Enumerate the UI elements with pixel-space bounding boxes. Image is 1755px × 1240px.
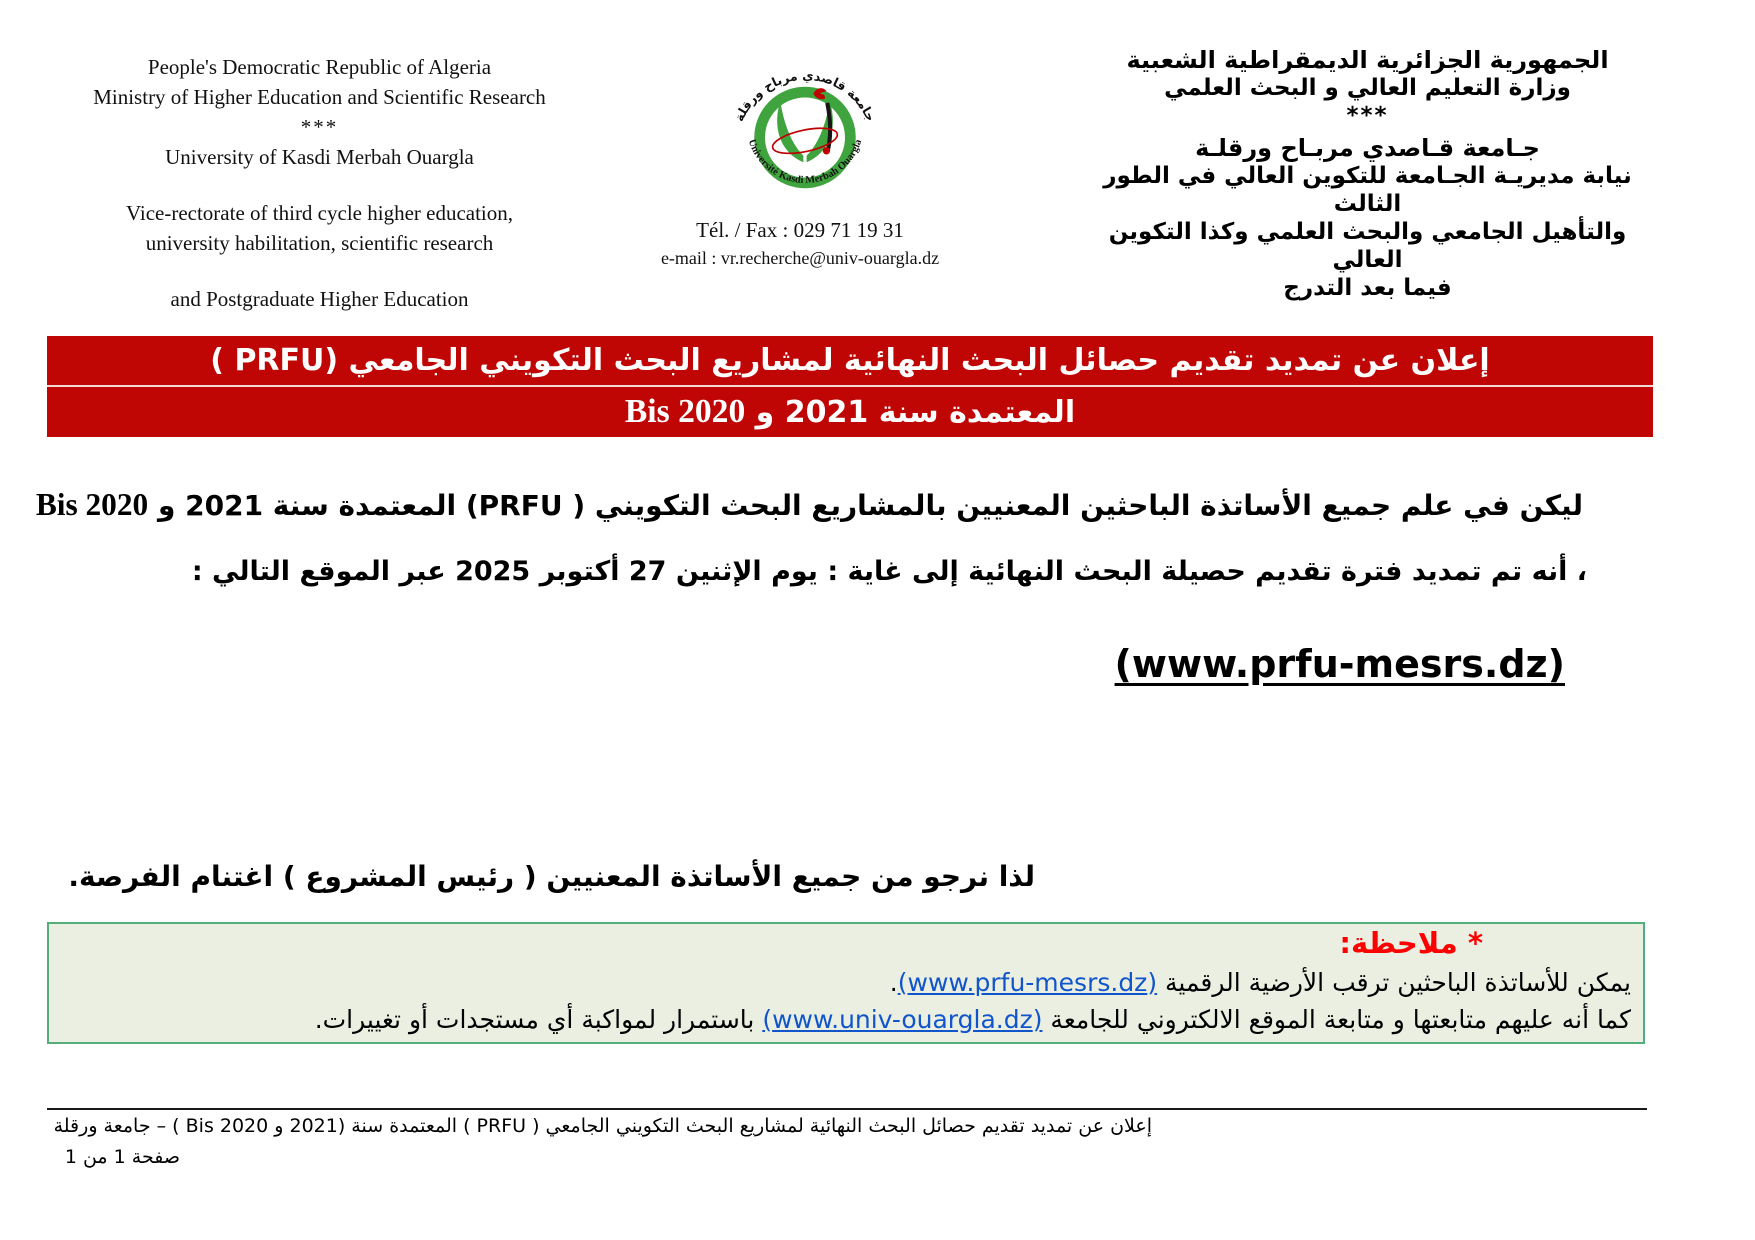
note-line1-text: يمكن للأساتذة الباحثين ترقب الأرضية الرقمية (1157, 968, 1631, 997)
prfu-site-url: (www.prfu-mesrs.dz) (1114, 642, 1565, 686)
banner-line2-arabic: المعتمدة سنة 2021 و (745, 395, 1076, 430)
body-p1-latin: Bis 2020 (35, 487, 149, 522)
body-p1-arabic: ليكن في علم جميع الأساتذة الباحثين المعنيين بالمشاريع البحث التكويني ( PRFU) المعتمدة سنة 2021 و (148, 489, 1583, 522)
footer-page-number: صفحة 1 من 1 (64, 1146, 180, 1168)
vice-rectorate-ar-line2: والتأهيل الجامعي والبحث العلمي وكذا التكوين العالي (1108, 219, 1627, 273)
note-line-1 (890, 968, 1631, 997)
note-line2-text: كما أنه عليهم متابعتها و متابعة الموقع الالكتروني للجامعة (1042, 1005, 1631, 1034)
body-request-line: لذا نرجو من جميع الأساتذة المعنيين ( رئيس المشروع ) اغتنام الفرصة. (68, 860, 1035, 893)
logo-red-dot (823, 147, 830, 154)
university-logo-icon (700, 55, 910, 220)
vice-rectorate-en-line2: university habilitation, scientific research (145, 231, 494, 255)
vice-rectorate-ar-line3: فيما بعد التدرج (1283, 275, 1452, 301)
email-line: e-mail : vr.recherche@univ-ouargla.dz (660, 248, 940, 268)
footer-document-title: إعلان عن تمديد تقديم حصائل البحث النهائية لمشاريع البحث التكويني الجامعي ( PRFU ) المعتمدة سنة (2021 و Bis 2020 ) – جامعة ورقلة (53, 1115, 1152, 1137)
announcement-title-banner (47, 336, 1653, 437)
footer-divider (47, 1108, 1647, 1110)
banner-title-line2 (47, 387, 1653, 437)
ministry-name-en: Ministry of Higher Education and Scientific Research (93, 85, 546, 109)
logo-arc-text-latin: Université Kasdi Merbah Ouargla (745, 137, 865, 187)
body-paragraph-1 (36, 487, 1583, 523)
country-name-en: People's Democratic Republic of Algeria (147, 55, 492, 79)
note-line1-end: . (889, 968, 898, 997)
vice-rectorate-en-line1: Vice-rectorate of third cycle higher education, (125, 201, 514, 225)
banner-line2-latin: Bis 2020 (624, 393, 746, 430)
note-title: * ملاحظة: (1339, 926, 1483, 960)
vice-rectorate-ar-line1: نيابة مديريـة الجـامعة للتكوين العالي في الطور الثالث (1103, 163, 1632, 217)
note-line-2 (315, 1005, 1631, 1034)
vice-rectorate-en-line3: and Postgraduate Higher Education (170, 287, 469, 311)
separator-stars-ar: *** (1346, 103, 1389, 129)
prfu-mesrs-link[interactable]: (www.prfu-mesrs.dz) (897, 968, 1158, 997)
body-paragraph-2: ، أنه تم تمديد فترة تقديم حصيلة البحث النهائية إلى غاية : يوم الإثنين 27 أكتوبر 2025 عبر الموقع التالي : (191, 556, 1587, 587)
header-arabic-block (1085, 46, 1650, 302)
note-box (47, 922, 1645, 1044)
university-name-ar: جـامعة قـاصدي مربـاح ورقلـة (1195, 134, 1540, 162)
banner-title-line1: إعلان عن تمديد تقديم حصائل البحث النهائية لمشاريع البحث التكويني الجامعي (PRFU ) (47, 336, 1653, 387)
univ-ouargla-link[interactable]: (www.univ-ouargla.dz) (762, 1005, 1043, 1034)
country-name-ar: الجمهورية الجزائرية الديمقراطية الشعبية (1126, 46, 1609, 74)
header-english-block (47, 52, 592, 314)
tel-fax-line: Tél. / Fax : 029 71 19 31 (696, 218, 904, 242)
logo-arc-text-arabic: جامعة قاصدي مرباح ورقلة (732, 68, 878, 124)
university-name-en: University of Kasdi Merbah Ouargla (165, 145, 474, 169)
ministry-name-ar: وزارة التعليم العالي و البحث العلمي (1164, 75, 1571, 101)
separator-stars-en: *** (300, 115, 339, 139)
contact-block (600, 218, 1000, 269)
university-logo (700, 55, 910, 220)
note-line2-end: باستمرار لمواكبة أي مستجدات أو تغييرات. (314, 1005, 763, 1034)
